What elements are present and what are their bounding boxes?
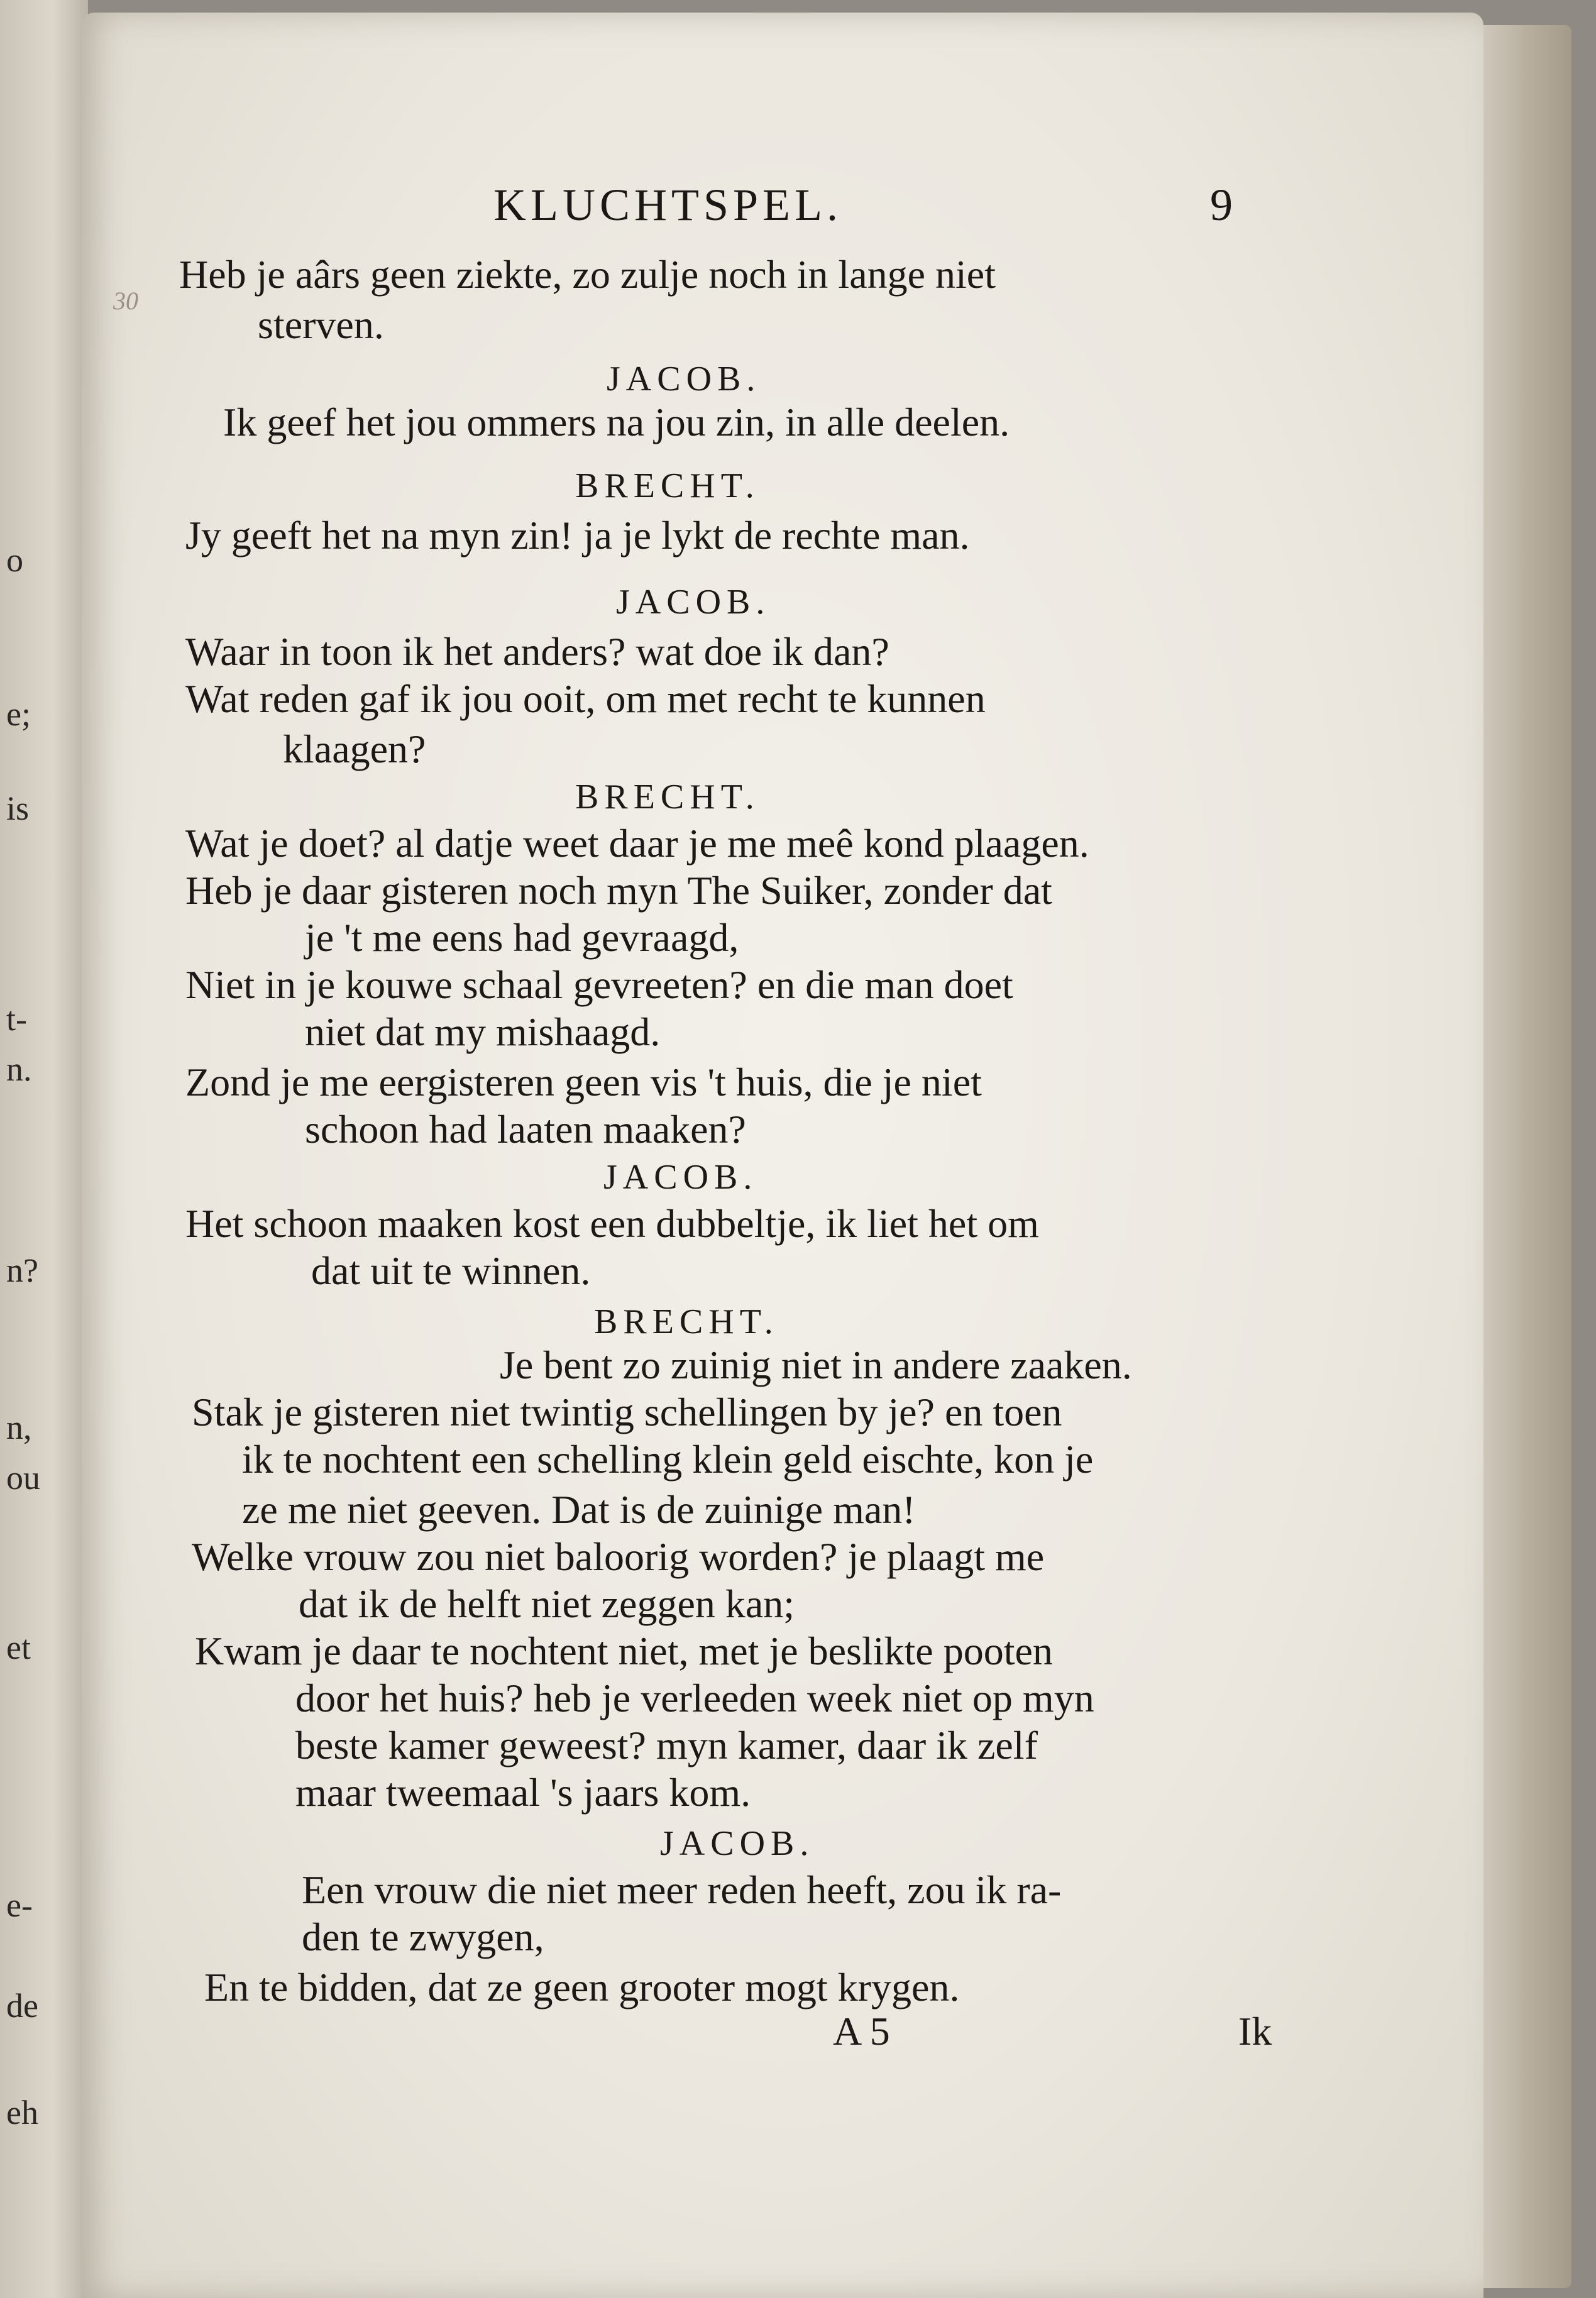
verse-line: je 't me eens had gevraagd, bbox=[305, 915, 739, 960]
verse-line: klaagen? bbox=[283, 727, 426, 771]
page-number: 9 bbox=[1210, 180, 1233, 230]
verse-line: Ik geef het jou ommers na jou zin, in alle deelen. bbox=[223, 400, 1010, 444]
speaker-name: JACOB. bbox=[603, 1158, 758, 1197]
facing-page-fragment: o bbox=[6, 541, 23, 579]
verse-line: Waar in toon ik het anders? wat doe ik dan? bbox=[185, 629, 889, 674]
verse-line: ze me niet geeven. Dat is de zuinige man! bbox=[242, 1487, 916, 1532]
speaker-name: JACOB. bbox=[660, 1824, 815, 1863]
running-title: KLUCHTSPEL. bbox=[493, 180, 843, 230]
facing-page-fragment: de bbox=[6, 1987, 38, 2025]
verse-line: Heb je daar gisteren noch myn The Suiker, zonder dat bbox=[185, 868, 1052, 913]
speaker-name: JACOB. bbox=[607, 360, 761, 399]
verse-line: sterven. bbox=[258, 302, 384, 347]
facing-page-fragment: n. bbox=[6, 1050, 32, 1088]
verse-line: beste kamer geweest? myn kamer, daar ik zelf bbox=[295, 1723, 1038, 1767]
facing-page-fragment: e- bbox=[6, 1886, 33, 1924]
facing-page-fragment: e; bbox=[6, 695, 31, 733]
facing-page-fragment: n? bbox=[6, 1251, 38, 1289]
speaker-name: BRECHT. bbox=[575, 778, 760, 816]
verse-line: dat uit te winnen. bbox=[311, 1248, 591, 1293]
verse-line: Een vrouw die niet meer reden heeft, zou ik ra- bbox=[302, 1867, 1062, 1912]
facing-page-fragment: is bbox=[6, 789, 30, 827]
verse-line: Wat je doet? al datje weet daar je me meê kond plaagen. bbox=[185, 821, 1089, 866]
verse-line: dat ik de helft niet zeggen kan; bbox=[299, 1581, 795, 1626]
verse-line: Welke vrouw zou niet baloorig worden? je plaagt me bbox=[192, 1534, 1045, 1579]
verse-line: door het huis? heb je verleeden week niet op myn bbox=[295, 1676, 1094, 1720]
speaker-name: BRECHT. bbox=[594, 1302, 779, 1341]
verse-line: Zond je me eergisteren geen vis 't huis, die je niet bbox=[185, 1060, 982, 1104]
facing-page-fragment: ou bbox=[6, 1459, 40, 1497]
verse-line: schoon had laaten maaken? bbox=[305, 1107, 746, 1152]
verse-line: Stak je gisteren niet twintig schellingen by je? en toen bbox=[192, 1390, 1062, 1434]
facing-page-fragment: n, bbox=[6, 1409, 32, 1446]
verse-line: Kwam je daar te nochtent niet, met je beslikte pooten bbox=[195, 1629, 1053, 1673]
speaker-name: BRECHT. bbox=[575, 466, 760, 505]
verse-line: Het schoon maaken kost een dubbeltje, ik liet het om bbox=[185, 1201, 1039, 1246]
facing-page-edge bbox=[0, 0, 88, 2298]
pencil-margin-note: 30 bbox=[113, 287, 138, 315]
verse-line: den te zwygen, bbox=[302, 1915, 544, 1959]
page-header bbox=[493, 179, 1248, 242]
signature-mark: A 5 bbox=[833, 2009, 890, 2053]
verse-line: ik te nochtent een schelling klein geld eischte, kon je bbox=[242, 1437, 1094, 1482]
facing-page-fragment: et bbox=[6, 1629, 31, 1666]
verse-line: Wat reden gaf ik jou ooit, om met recht te kunnen bbox=[185, 676, 986, 721]
speaker-name: JACOB. bbox=[616, 583, 771, 622]
catchword: Ik bbox=[1238, 2009, 1272, 2053]
book-page bbox=[82, 13, 1483, 2298]
verse-line: Jy geeft het na myn zin! ja je lykt de rechte man. bbox=[185, 513, 970, 558]
facing-page-fragment: t- bbox=[6, 1000, 27, 1038]
verse-line: Heb je aârs geen ziekte, zo zulje noch in lange niet bbox=[179, 252, 996, 297]
verse-line: niet dat my mishaagd. bbox=[305, 1009, 661, 1054]
verse-line: Je bent zo zuinig niet in andere zaaken. bbox=[500, 1343, 1132, 1387]
verse-line: maar tweemaal 's jaars kom. bbox=[295, 1770, 751, 1815]
verse-line: En te bidden, dat ze geen grooter mogt krygen. bbox=[204, 1965, 960, 2009]
facing-page-fragment: eh bbox=[6, 2094, 38, 2131]
verse-line: Niet in je kouwe schaal gevreeten? en die man doet bbox=[185, 962, 1013, 1007]
